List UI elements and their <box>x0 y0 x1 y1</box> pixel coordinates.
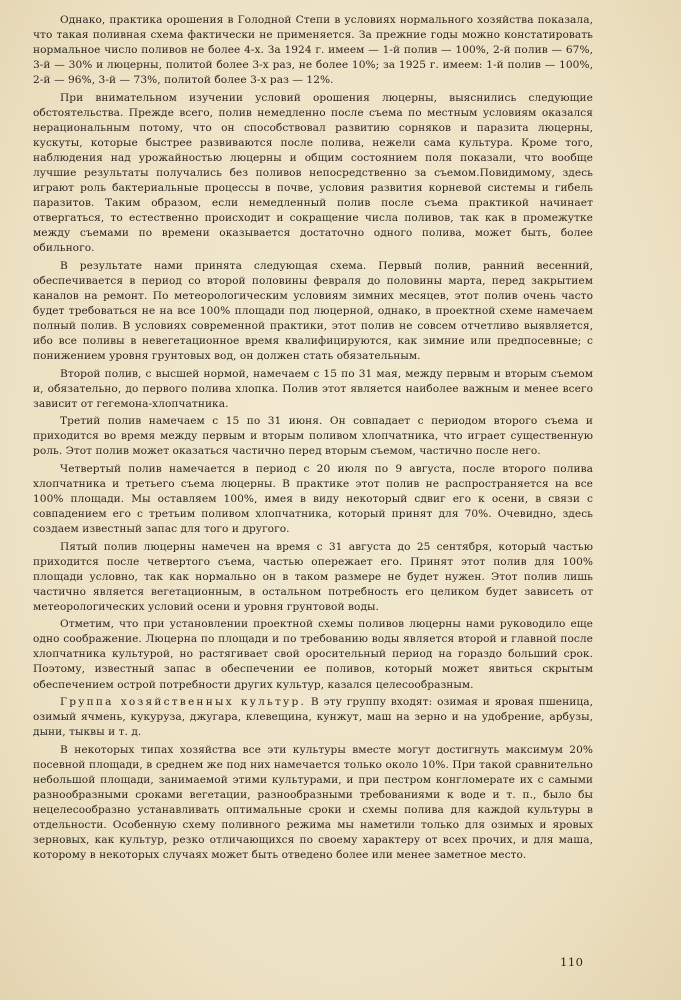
section-heading: Группа хозяйственных культур. <box>60 696 307 709</box>
paragraph-4: Второй полив, с высшей нормой, намечаем с 15 по 31 мая, между первым и вторым съемом и, обязательно, до первого полива хлопка. Полив этот является наиболее важным и менее всего зависит от гегемона-хлопчатника. <box>33 367 593 410</box>
paragraph-final: В некоторых типах хозяйства все эти культуры вместе могут достигнуть максимум 20% посевной площади, в среднем же под них намечается только около 10%. При такой сравнительно небольшой площади, занимаемой этими культурами, и при пестром конгломерате их с самыми разнообразными сроками вегетации, разнообразными требованиями к воде и т. п., было бы нецелесообразно устанавливать оптимальные сроки и схемы полива для каждой культуры в отдельности. Особенную схему поливного режима мы наметили только для озимых и яровых зерновых, как культур, резко отличающихся по своему характеру от всех прочих, и для маша, которому в некоторых случаях может быть отведено более или менее заметное место. <box>33 743 593 862</box>
paragraph-7: Пятый полив люцерны намечен на время с 31 августа до 25 сентября, который частью приходится после четвертого съема, частью опережает его. Принят этот полив для 100% площади условно, так как нормально он в таком размере не будет нужен. Этот полив лишь частично является вегетационным, в остальном потребность его целиком будет зависеть от метеорологических условий осени и уровня грунтовой воды. <box>33 540 593 613</box>
page-number: 110 <box>560 955 584 969</box>
paragraph-group <box>33 695 593 740</box>
paragraph-8: Отметим, что при установлении проектной схемы поливов люцерны нами руководило еще одно соображение. Люцерна по площади и по требованию воды является второй и главной после хлопчатника культурой, но растягивает свой оросительный период на гораздо больший срок. Поэтому, известный запас в обеспечении ее поливов, который может явиться скрытым обеспечением острой потребности других культур, казался целесообразным. <box>33 618 593 691</box>
section-heading-text: В эту группу входят: озимая и яровая пшеница, озимый ячмень, кукуруза, джугара, клевещина, кунжут, маш на зерно и на удобрение, арбузы, дыни, тыквы и т. д. <box>33 696 593 739</box>
paragraph-5: Третий полив намечаем с 15 по 31 июня. Он совпадает с периодом второго съема и приходится во время между первым и вторым поливом хлопчатника, что играет существенную роль. Этот полив может оказаться частично перед вторым съемом, частично после него. <box>33 415 593 458</box>
paragraph-1: Однако, практика орошения в Голодной Степи в условиях нормального хозяйства показала, что такая поливная схема фактически не применяется. За прежние годы можно констатировать нормальное число поливов не более 4-х. За 1924 г. имеем — 1-й полив — 100%, 2-й полив — 67%, 3-й — 30% и люцерны, политой более 3-х раз, не более 10%; за 1925 г. имеем: 1-й полив — 100%, 2-й — 96%, 3-й — 73%, политой более 3-х раз — 12%. <box>33 14 593 87</box>
paragraph-6: Четвертый полив намечается в период с 20 июля по 9 августа, после второго полива хлопчатника и третьего съема люцерны. В практике этот полив не распространяется на все 100% площади. Мы оставляем 100%, имея в виду некоторый сдвиг его к осени, в связи с совпадением его с третьим поливом хлопчатника, который принят для 70%. Очевидно, здесь создаем известный запас для того и другого. <box>33 462 593 536</box>
paragraph-2: При внимательном изучении условий орошения люцерны, выяснились следующие обстоятельства. Прежде всего, полив немедленно после съема по местным условиям оказался нерациональным потому, что он способствовал развитию сорняков и паразита люцерны, кускуты, которые быстрее развиваются после полива, нежели сама культура. Кроме того, наблюдения над урожайностью люцерны и общим состоянием поля показали, что вообще лучшие результаты получались без поливов непосредственно за съемом.Повидимому, здесь играют роль бактериальные процессы в почве, условия развития корневой системы и гибель паразитов. Таким образом, если немедленный полив после съема практикой начинает отвергаться, то естественно происходит и сокращение числа поливов, так как в промежутке между съемами по времени оказывается достаточно одного полива, может быть, более обильного. <box>33 91 593 255</box>
paragraph-3: В результате нами принята следующая схема. Первый полив, ранний весенний, обеспечивается в период со второй половины февраля до половины марта, перед закрытием каналов на ремонт. По метеорологическим условиям зимних месяцев, этот полив очень часто будет требоваться не на все 100% площади под люцерной, однако, в проектной схеме намечаем полный полив. В условиях современной практики, этот полив не совсем отчетливо выявляется, ибо все поливы в невегетационное время квалифицируются, как зимние или предпосевные; с понижением уровня грунтовых вод, он должен стать обязательным. <box>33 259 593 363</box>
body-text <box>33 13 593 866</box>
